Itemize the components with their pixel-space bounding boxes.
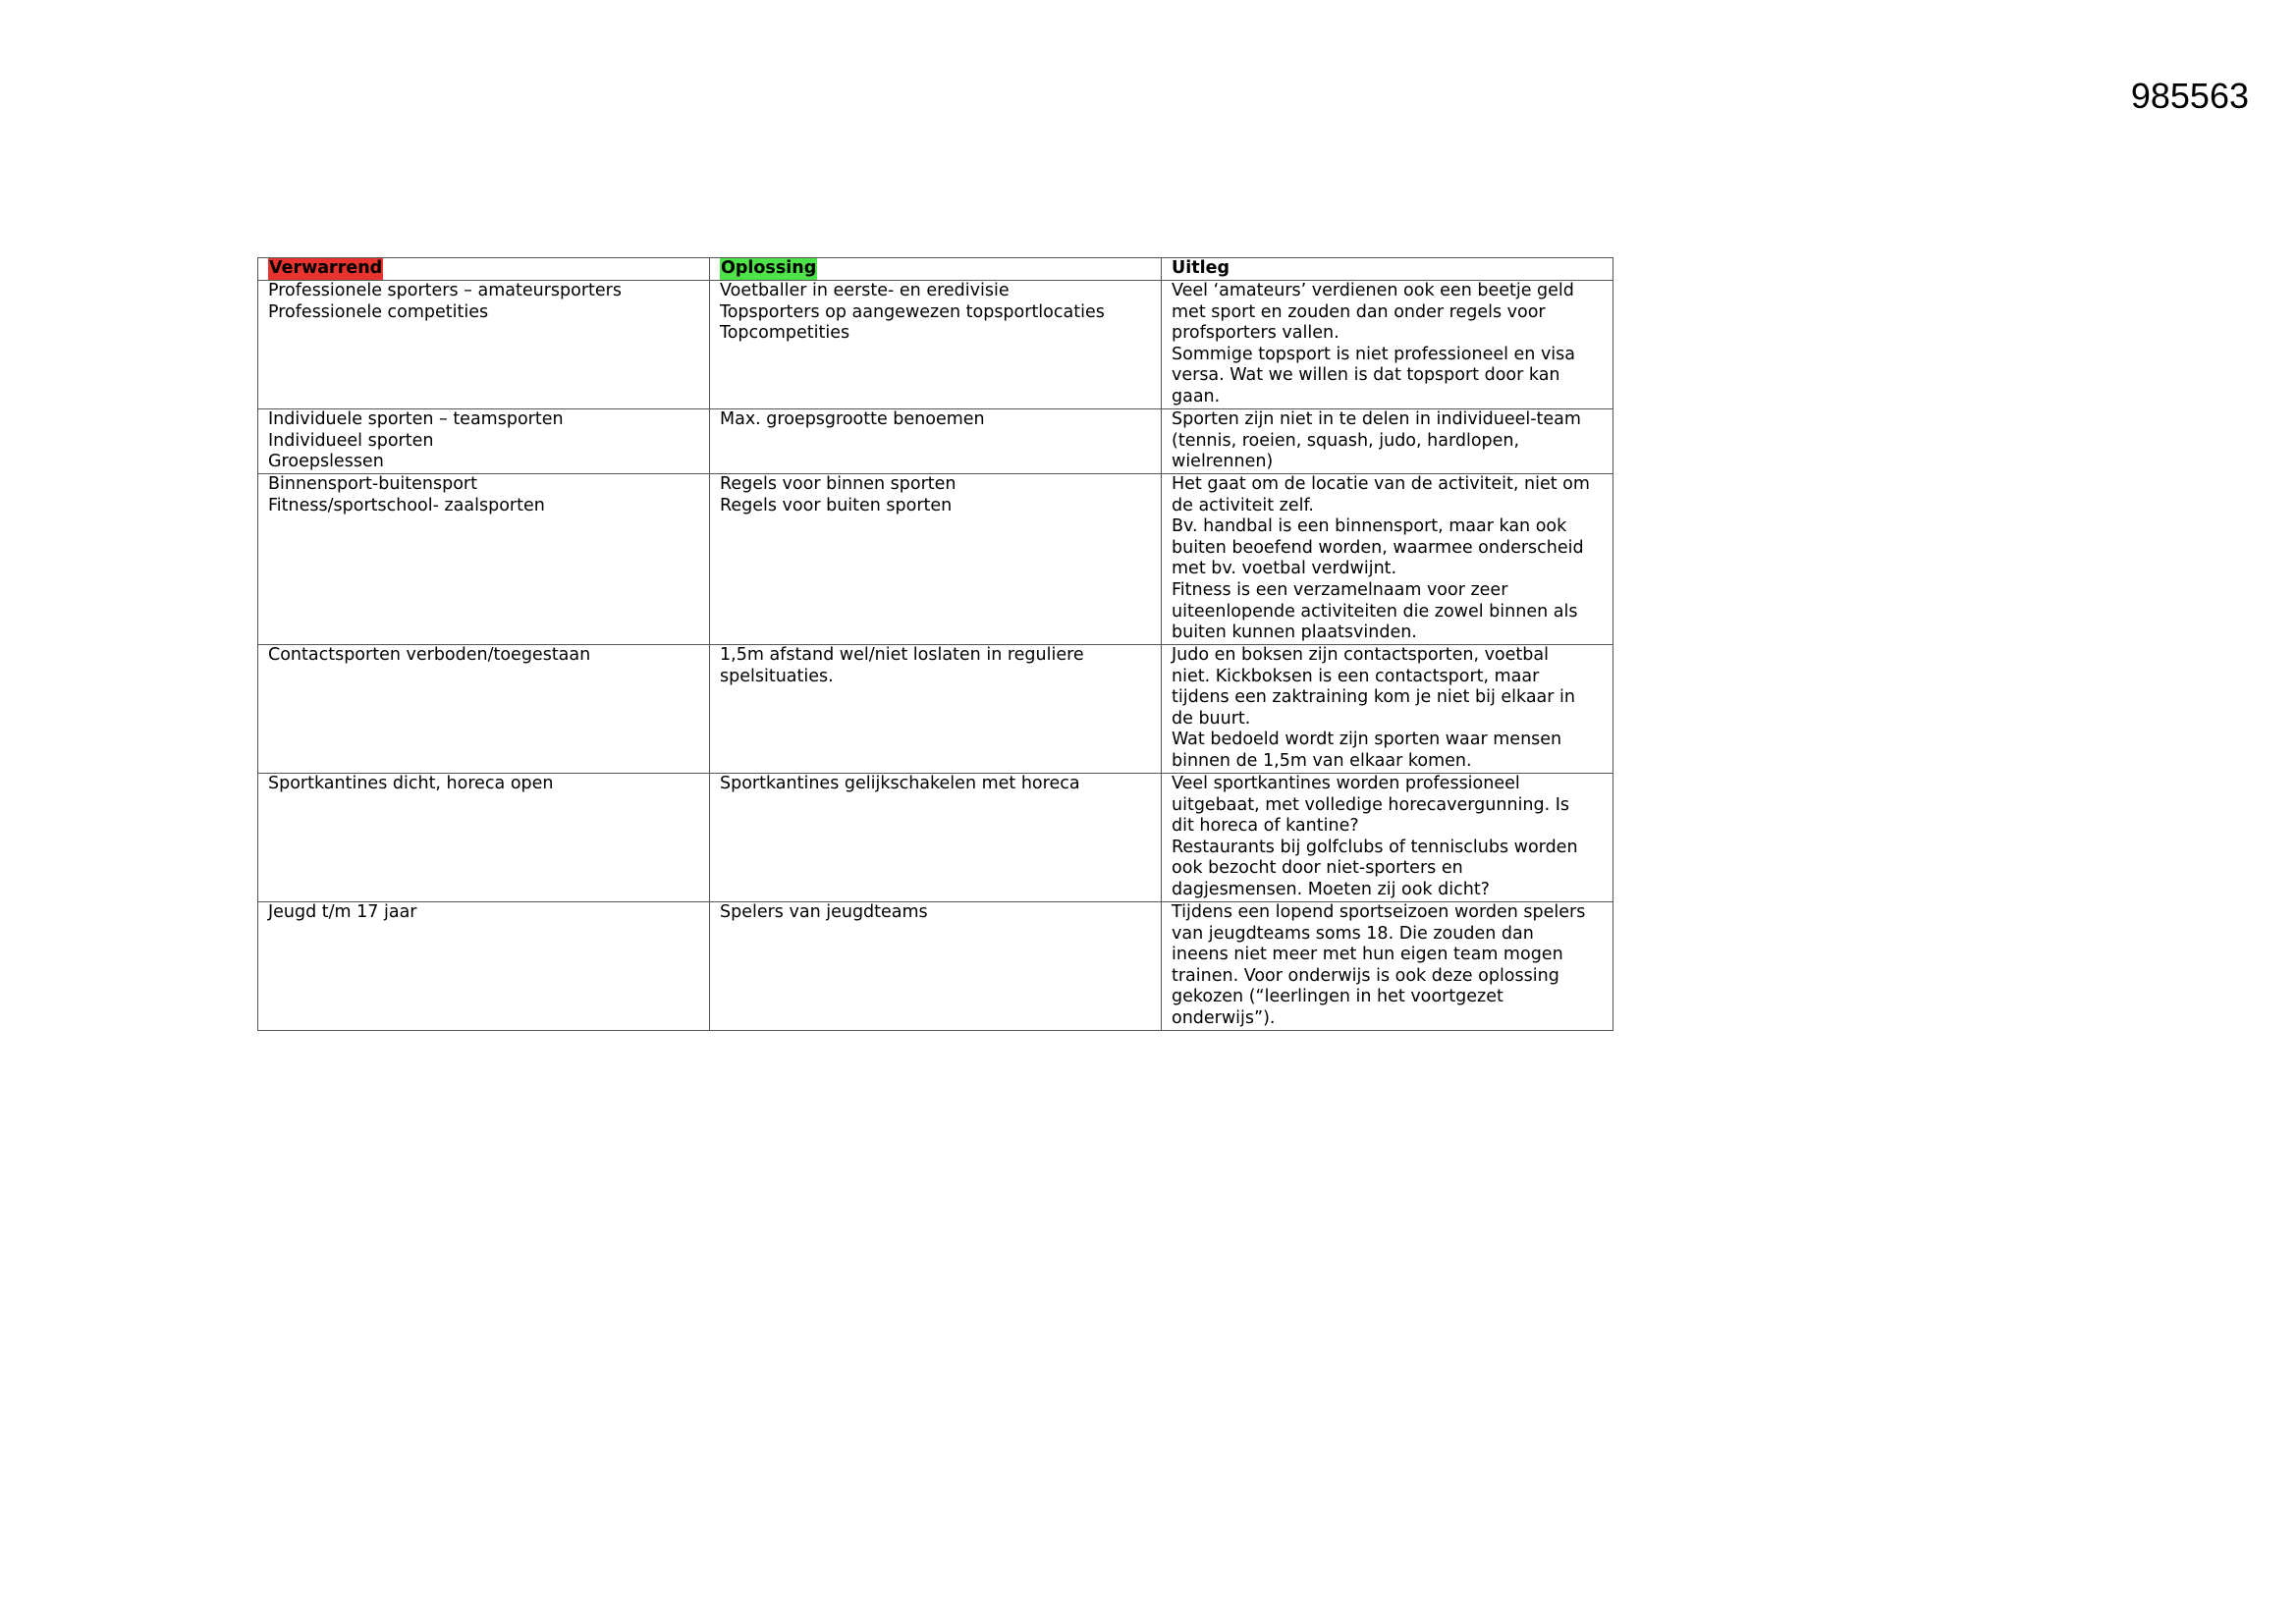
- cell-line: Tijdens een lopend sportseizoen worden spelers: [1172, 902, 1586, 922]
- cell-line: Max. groepsgrootte benoemen: [720, 409, 985, 429]
- cell-oplossing: [710, 774, 1162, 902]
- cell-line: spelsituaties.: [720, 666, 834, 686]
- header-uitleg-label: Uitleg: [1172, 258, 1230, 278]
- cell-line: Contactsporten verboden/toegestaan: [268, 645, 591, 665]
- cell-line: Jeugd t/m 17 jaar: [268, 902, 417, 922]
- cell-line: Sportkantines dicht, horeca open: [268, 774, 554, 793]
- cell-verwarrend: [258, 902, 710, 1031]
- cell-line: de buurt.: [1172, 708, 1251, 729]
- cell-line: Het gaat om de locatie van de activiteit, niet om: [1172, 474, 1590, 494]
- cell-oplossing: [710, 645, 1162, 774]
- table-row: [258, 902, 1613, 1031]
- cell-line: Veel sportkantines worden professioneel: [1172, 774, 1520, 793]
- cell-line: ineens niet meer met hun eigen team mogen: [1172, 945, 1563, 965]
- table-row: [258, 774, 1613, 902]
- cell-line: Judo en boksen zijn contactsporten, voetbal: [1172, 645, 1549, 665]
- cell-verwarrend: [258, 281, 710, 409]
- header-oplossing: [710, 258, 1162, 281]
- cell-line: uitgebaat, met volledige horecavergunning. Is: [1172, 794, 1570, 815]
- cell-verwarrend: [258, 409, 710, 474]
- cell-uitleg: [1162, 281, 1613, 409]
- cell-line: Sporten zijn niet in te delen in individueel-team: [1172, 409, 1581, 429]
- cell-line: niet. Kickboksen is een contactsport, maar: [1172, 666, 1540, 686]
- cell-line: Restaurants bij golfclubs of tennisclubs worden: [1172, 837, 1578, 857]
- cell-line: uiteenlopende activiteiten die zowel binnen als: [1172, 601, 1578, 622]
- cell-uitleg: [1162, 902, 1613, 1031]
- table-header-row: [258, 258, 1613, 281]
- cell-line: wielrennen): [1172, 452, 1274, 472]
- cell-line: Sportkantines gelijkschakelen met horeca: [720, 774, 1080, 793]
- cell-line: Professionele competities: [268, 301, 489, 322]
- cell-line: Spelers van jeugdteams: [720, 902, 928, 922]
- cell-line: dagjesmensen. Moeten zij ook dicht?: [1172, 879, 1490, 899]
- cell-line: Topcompetities: [720, 323, 850, 344]
- cell-line: Bv. handbal is een binnensport, maar kan ook: [1172, 516, 1567, 537]
- cell-line: met bv. voetbal verdwijnt.: [1172, 559, 1397, 579]
- cell-line: Sommige topsport is niet professioneel en visa: [1172, 344, 1576, 364]
- cell-line: trainen. Voor onderwijs is ook deze oplossing: [1172, 965, 1559, 986]
- header-uitleg: [1162, 258, 1613, 281]
- cell-oplossing: [710, 281, 1162, 409]
- cell-line: onderwijs”).: [1172, 1007, 1276, 1028]
- cell-oplossing: [710, 902, 1162, 1031]
- cell-line: Individuele sporten – teamsporten: [268, 409, 564, 429]
- cell-uitleg: [1162, 645, 1613, 774]
- cell-line: buiten beoefend worden, waarmee onderscheid: [1172, 537, 1584, 558]
- table-row: [258, 474, 1613, 645]
- cell-line: van jeugdteams soms 18. Die zouden dan: [1172, 923, 1534, 944]
- table-row: [258, 409, 1613, 474]
- cell-line: tijdens een zaktraining kom je niet bij elkaar in: [1172, 687, 1575, 708]
- cell-uitleg: [1162, 474, 1613, 645]
- cell-line: gaan.: [1172, 386, 1221, 406]
- cell-line: Professionele sporters – amateursporters: [268, 281, 622, 300]
- cell-line: Individueel sporten: [268, 430, 434, 451]
- cell-line: de activiteit zelf.: [1172, 495, 1314, 515]
- header-verwarrend: [258, 258, 710, 281]
- cell-line: 1,5m afstand wel/niet loslaten in reguliere: [720, 645, 1084, 665]
- cell-line: (tennis, roeien, squash, judo, hardlopen,: [1172, 430, 1520, 451]
- cell-line: versa. Wat we willen is dat topsport door kan: [1172, 365, 1560, 386]
- cell-line: Groepslessen: [268, 452, 384, 472]
- cell-line: buiten kunnen plaatsvinden.: [1172, 623, 1417, 643]
- cell-verwarrend: [258, 645, 710, 774]
- cell-line: Fitness/sportschool- zaalsporten: [268, 495, 545, 515]
- cell-line: Topsporters op aangewezen topsportlocaties: [720, 301, 1105, 322]
- cell-verwarrend: [258, 774, 710, 902]
- cell-line: binnen de 1,5m van elkaar komen.: [1172, 750, 1472, 771]
- cell-line: gekozen (“leerlingen in het voortgezet: [1172, 987, 1503, 1007]
- cell-line: Binnensport-buitensport: [268, 474, 477, 494]
- cell-line: Regels voor buiten sporten: [720, 495, 953, 515]
- cell-line: Veel ‘amateurs’ verdienen ook een beetje geld: [1172, 281, 1574, 300]
- table-row: [258, 281, 1613, 409]
- cell-line: ook bezocht door niet-sporters en: [1172, 858, 1463, 879]
- cell-uitleg: [1162, 409, 1613, 474]
- cell-line: dit horeca of kantine?: [1172, 816, 1359, 837]
- comparison-table: [257, 257, 1613, 1031]
- cell-line: Wat bedoeld wordt zijn sporten waar mensen: [1172, 730, 1562, 750]
- header-oplossing-label: Oplossing: [721, 258, 817, 278]
- cell-line: met sport en zouden dan onder regels voor: [1172, 301, 1546, 322]
- table-row: [258, 645, 1613, 774]
- cell-verwarrend: [258, 474, 710, 645]
- header-verwarrend-label: Verwarrend: [269, 258, 383, 278]
- cell-line: Regels voor binnen sporten: [720, 474, 957, 494]
- cell-line: profsporters vallen.: [1172, 323, 1339, 344]
- cell-oplossing: [710, 409, 1162, 474]
- cell-uitleg: [1162, 774, 1613, 902]
- document-id: 985563: [2130, 76, 2249, 116]
- cell-oplossing: [710, 474, 1162, 645]
- table-body: [258, 281, 1613, 1031]
- cell-line: Voetballer in eerste- en eredivisie: [720, 281, 1010, 300]
- cell-line: Fitness is een verzamelnaam voor zeer: [1172, 579, 1508, 600]
